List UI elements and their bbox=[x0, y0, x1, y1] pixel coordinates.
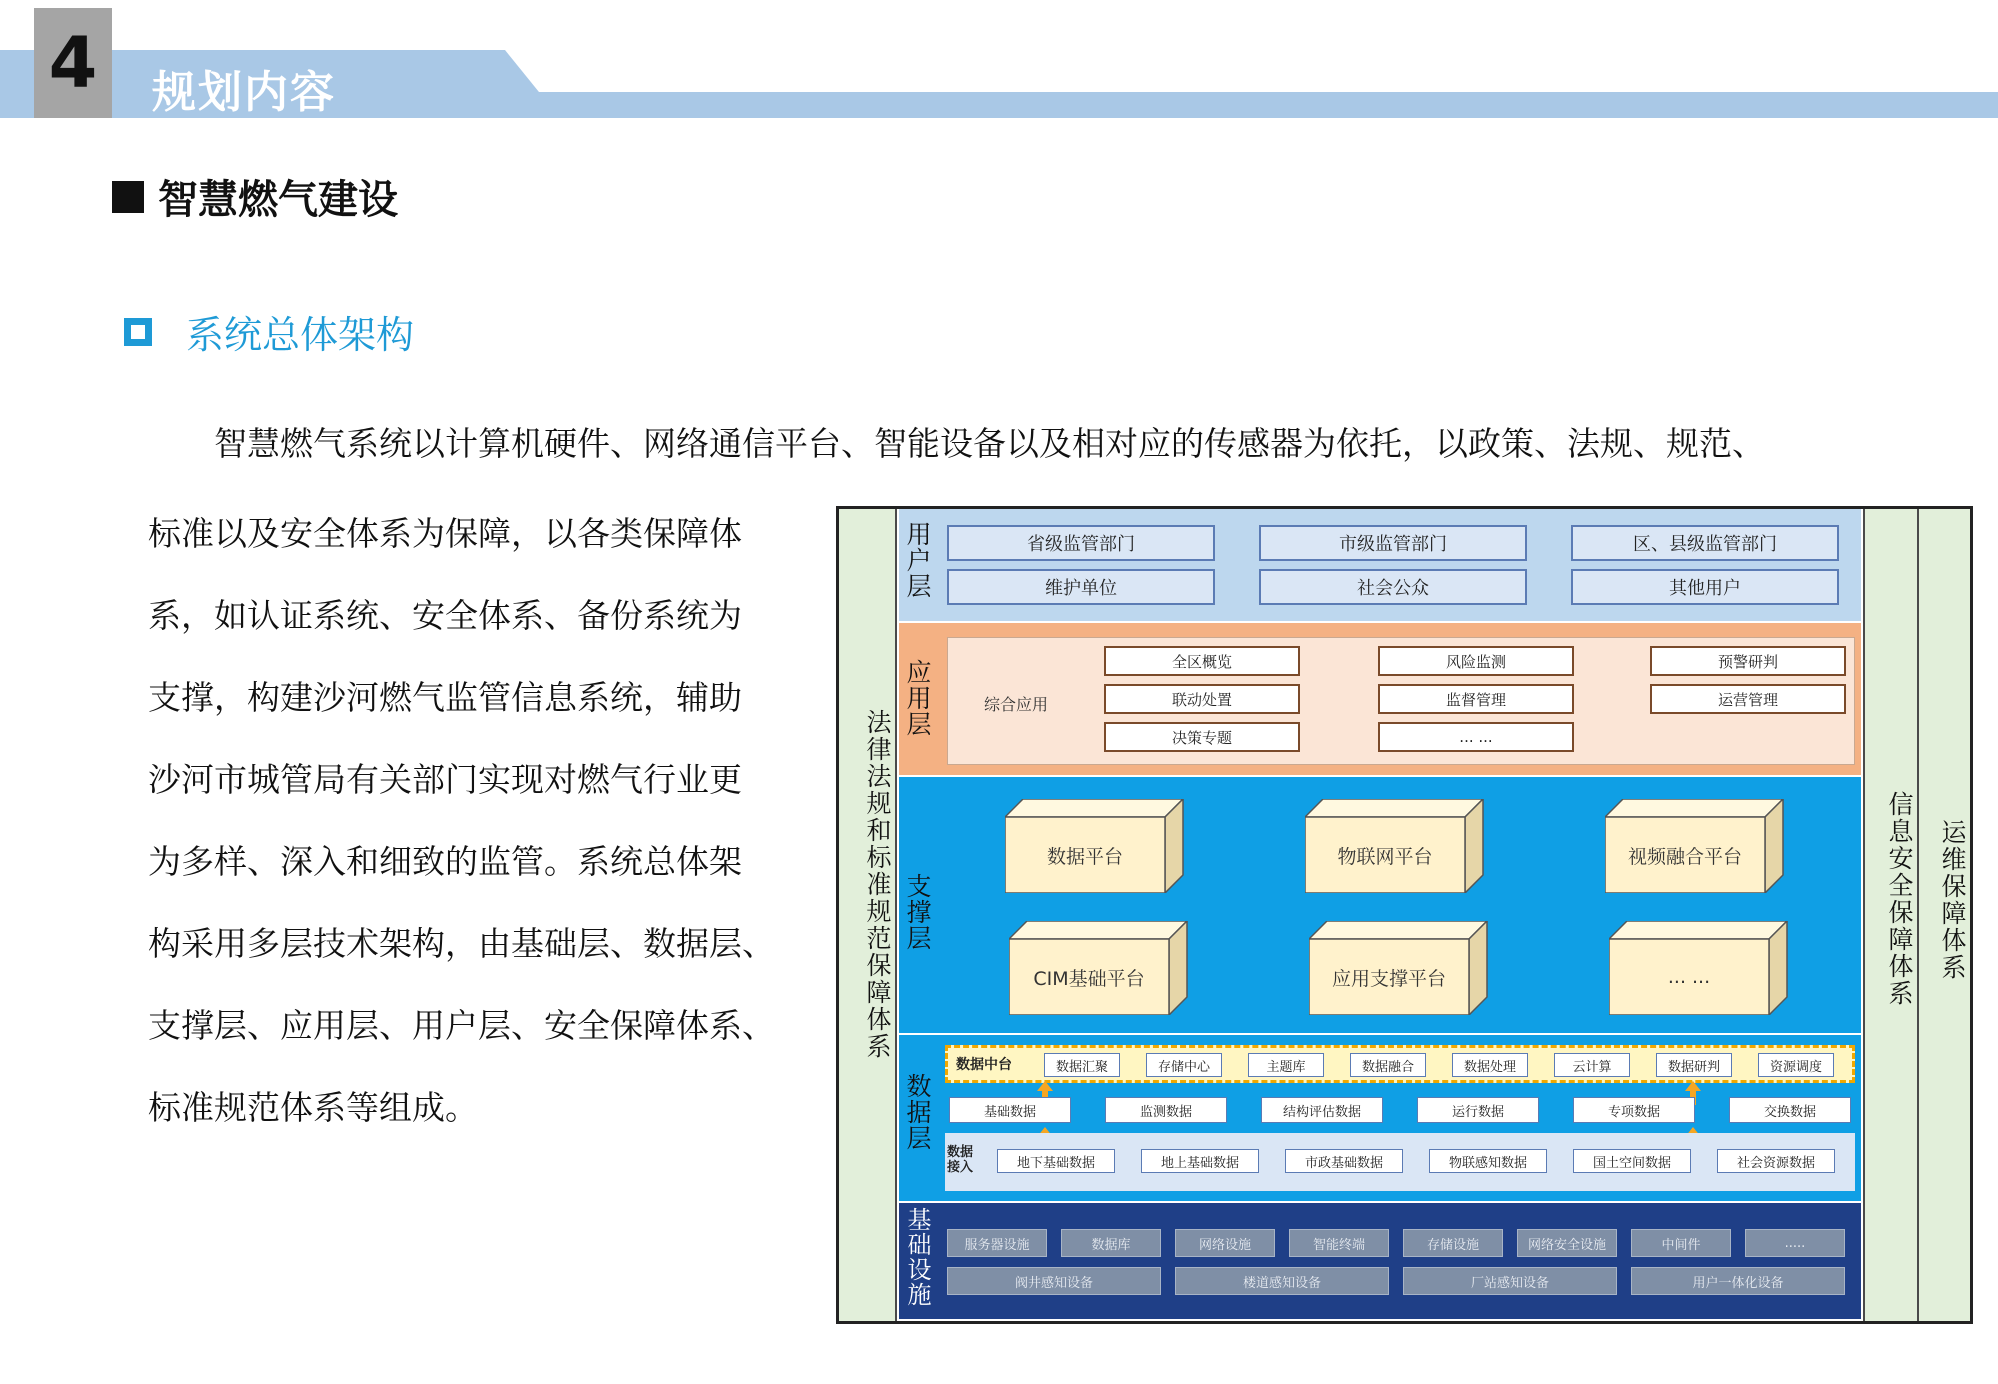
infrastructure-box: 存储设施 bbox=[1403, 1229, 1503, 1257]
app-box: 监督管理 bbox=[1378, 684, 1574, 714]
platform-label: 视频融合平台 bbox=[1627, 845, 1742, 868]
paragraph-line: 标准以及安全体系为保障，以各类保障体 bbox=[148, 514, 742, 553]
data-types-row bbox=[945, 1093, 1855, 1127]
middle-platform-box: 云计算 bbox=[1554, 1053, 1630, 1077]
platform-label: 应用支撑平台 bbox=[1331, 967, 1446, 990]
platform-label: 数据平台 bbox=[1046, 845, 1123, 868]
hollow-square-bullet-icon bbox=[124, 318, 152, 346]
data-type-box: 基础数据 bbox=[949, 1097, 1071, 1123]
user-box: 市级监管部门 bbox=[1259, 525, 1527, 561]
paragraph-line: 构采用多层技术架构，由基础层、数据层、 bbox=[148, 924, 775, 963]
platform-cube bbox=[1605, 799, 1785, 893]
sensing-device-box: 厂站感知设备 bbox=[1403, 1267, 1617, 1295]
platform-cube bbox=[1305, 799, 1485, 893]
data-middle-platform-strip bbox=[945, 1045, 1855, 1083]
paragraph-line: 支撑层、应用层、用户层、安全保障体系、 bbox=[148, 1006, 775, 1045]
infrastructure-box: 网络设施 bbox=[1175, 1229, 1275, 1257]
data-access-box: 社会资源数据 bbox=[1717, 1149, 1835, 1173]
data-type-box: 监测数据 bbox=[1105, 1097, 1227, 1123]
sensing-device-box: 阀井感知设备 bbox=[947, 1267, 1161, 1295]
infrastructure-box: 网络安全设施 bbox=[1517, 1229, 1617, 1257]
subsection-title: 系统总体架构 bbox=[186, 313, 415, 357]
middle-platform-box: 存储中心 bbox=[1146, 1053, 1222, 1077]
ops-support-bar bbox=[1919, 509, 1970, 1321]
middle-platform-box: 数据融合 bbox=[1350, 1053, 1426, 1077]
data-access-strip bbox=[945, 1133, 1855, 1191]
support-layer bbox=[899, 777, 1861, 1035]
middle-platform-box: 主题库 bbox=[1248, 1053, 1324, 1077]
infrastructure-box: ..... bbox=[1745, 1229, 1845, 1257]
info-security-label: 信息安全保障体系 bbox=[1885, 791, 1914, 1007]
platform-cube bbox=[1609, 921, 1789, 1015]
data-layer-label: 数据层 bbox=[903, 1073, 932, 1151]
middle-platform-box: 数据汇聚 bbox=[1044, 1053, 1120, 1077]
app-box: 全区概览 bbox=[1104, 646, 1300, 676]
chapter-number: 4 bbox=[34, 8, 112, 118]
data-type-box: 专项数据 bbox=[1573, 1097, 1695, 1123]
user-box: 维护单位 bbox=[947, 569, 1215, 605]
middle-platform-box: 数据研判 bbox=[1656, 1053, 1732, 1077]
user-layer-label: 用户层 bbox=[903, 521, 932, 599]
app-box: 决策专题 bbox=[1104, 722, 1300, 752]
application-panel bbox=[947, 637, 1855, 765]
paragraph-line: 为多样、深入和细致的监管。系统总体架 bbox=[148, 842, 742, 881]
integrated-app-label: 综合应用 bbox=[984, 695, 1049, 714]
user-box: 社会公众 bbox=[1259, 569, 1527, 605]
support-layer-label: 支撑层 bbox=[903, 873, 932, 951]
infrastructure-layer-label: 基础设施 bbox=[903, 1207, 931, 1307]
platform-cube bbox=[1009, 921, 1189, 1015]
section-title: 智慧燃气建设 bbox=[158, 177, 398, 223]
data-access-box: 物联感知数据 bbox=[1429, 1149, 1547, 1173]
infrastructure-box: 智能终端 bbox=[1289, 1229, 1389, 1257]
data-access-box: 国土空间数据 bbox=[1573, 1149, 1691, 1173]
app-box: 联动处置 bbox=[1104, 684, 1300, 714]
paragraph-line: 沙河市城管局有关部门实现对燃气行业更 bbox=[148, 760, 742, 799]
data-access-tag: 数据接入 bbox=[947, 1145, 974, 1175]
platform-label: ... ... bbox=[1667, 966, 1711, 988]
infrastructure-box: 数据库 bbox=[1061, 1229, 1161, 1257]
infrastructure-box: 服务器设施 bbox=[947, 1229, 1047, 1257]
infrastructure-box: 中间件 bbox=[1631, 1229, 1731, 1257]
user-box: 省级监管部门 bbox=[947, 525, 1215, 561]
data-middle-platform-tag: 数据中台 bbox=[956, 1057, 1012, 1073]
data-layer bbox=[899, 1035, 1861, 1203]
sensing-device-box: 楼道感知设备 bbox=[1175, 1267, 1389, 1295]
middle-platform-box: 数据处理 bbox=[1452, 1053, 1528, 1077]
data-type-box: 交换数据 bbox=[1729, 1097, 1851, 1123]
application-layer bbox=[899, 623, 1861, 777]
paragraph-line: 标准规范体系等组成。 bbox=[148, 1088, 478, 1127]
app-box: 运营管理 bbox=[1650, 684, 1846, 714]
legal-standards-label: 法律法规和标准规范保障体系 bbox=[863, 709, 892, 1060]
platform-cube bbox=[1005, 799, 1185, 893]
data-type-box: 结构评估数据 bbox=[1261, 1097, 1383, 1123]
middle-platform-box: 资源调度 bbox=[1758, 1053, 1834, 1077]
sensing-device-box: 用户一体化设备 bbox=[1631, 1267, 1845, 1295]
infrastructure-layer bbox=[899, 1203, 1861, 1321]
platform-label: 物联网平台 bbox=[1337, 845, 1433, 868]
user-box: 其他用户 bbox=[1571, 569, 1839, 605]
data-type-box: 运行数据 bbox=[1417, 1097, 1539, 1123]
app-box: ... ... bbox=[1378, 722, 1574, 752]
subsection-heading bbox=[124, 304, 414, 359]
data-access-box: 地上基础数据 bbox=[1141, 1149, 1259, 1173]
paragraph-line: 支撑，构建沙河燃气监管信息系统，辅助 bbox=[148, 678, 742, 717]
application-layer-label: 应用层 bbox=[903, 659, 932, 737]
architecture-diagram bbox=[836, 506, 1973, 1324]
legal-standards-bar bbox=[839, 509, 897, 1321]
paragraph-line: 系，如认证系统、安全体系、备份系统为 bbox=[148, 596, 742, 635]
paragraph-first-line: 智慧燃气系统以计算机硬件、网络通信平台、智能设备以及相对应的传感器为依托，以政策、法规、规范、 bbox=[214, 424, 1765, 463]
data-access-box: 市政基础数据 bbox=[1285, 1149, 1403, 1173]
user-layer bbox=[899, 509, 1861, 623]
platform-label: CIM基础平台 bbox=[1033, 967, 1145, 990]
ops-support-label: 运维保障体系 bbox=[1938, 819, 1967, 981]
app-box: 风险监测 bbox=[1378, 646, 1574, 676]
square-bullet-icon bbox=[112, 181, 144, 213]
chapter-title: 规划内容 bbox=[152, 67, 336, 118]
paragraph-body bbox=[148, 508, 808, 1164]
info-security-bar bbox=[1863, 509, 1919, 1321]
platform-cube bbox=[1309, 921, 1489, 1015]
section-heading bbox=[112, 168, 398, 225]
data-access-box: 地下基础数据 bbox=[997, 1149, 1115, 1173]
user-box: 区、县级监管部门 bbox=[1571, 525, 1839, 561]
app-box: 预警研判 bbox=[1650, 646, 1846, 676]
